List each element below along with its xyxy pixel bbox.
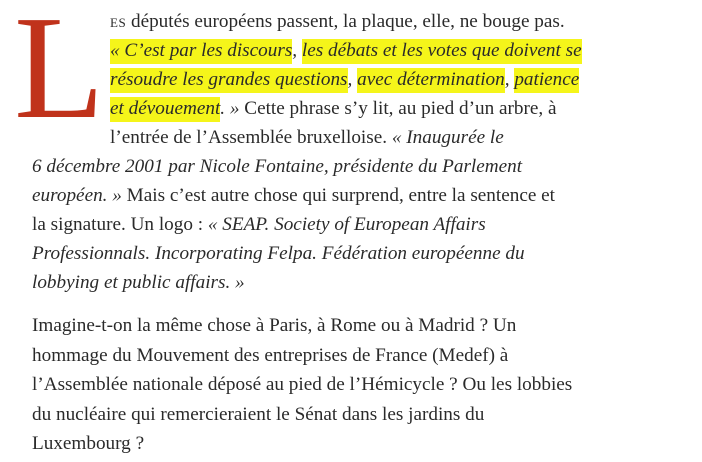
text-line: Imagine-t-on la même chose à Paris, à Rome ou à Madrid ? Un <box>32 315 517 336</box>
text-line: résoudre les grandes questions, avec détermination, patience <box>32 65 698 94</box>
text-line: es députés européens passent, la plaque, elle, ne bouge pas. <box>110 11 565 32</box>
article-body <box>14 0 698 454</box>
highlight: patience <box>514 68 579 93</box>
highlight: les débats et les votes que doivent se <box>302 39 582 64</box>
text-line: européen. » Mais c’est autre chose qui surprend, entre la sentence et <box>32 185 556 206</box>
text-line: la signature. Un logo : « SEAP. Society of European Affairs <box>32 214 486 235</box>
drop-cap-letter <box>14 0 105 150</box>
paragraph-1 <box>14 0 698 297</box>
paragraph-2 <box>32 311 698 459</box>
text-line: du nucléaire qui remercieraient le Sénat dans les jardins du <box>32 403 485 425</box>
text-line: Professionnals. Incorporating Felpa. Fédération européenne du <box>32 243 525 264</box>
text-line: « C’est par les discours, les débats et les votes que doivent se <box>32 36 698 65</box>
svg-text:L: L <box>14 0 105 150</box>
highlight: « C’est par les discours <box>110 39 292 64</box>
highlight: résoudre les grandes questions <box>110 68 348 93</box>
text-line: l’Assemblée nationale déposé au pied de l’Hémicycle ? Ou les lobbies <box>32 374 573 395</box>
text-line: Luxembourg ? <box>32 433 145 454</box>
highlight: et dévouement <box>110 97 220 122</box>
text-line: hommage du Mouvement des entreprises de France (Medef) à <box>32 344 509 366</box>
text-line: lobbying et public affairs. » <box>32 272 245 293</box>
highlight: avec détermination <box>357 68 505 93</box>
text-line: 6 décembre 2001 par Nicole Fontaine, présidente du Parlement <box>32 156 523 177</box>
text-line: et dévouement. » Cette phrase s’y lit, au pied d’un arbre, à <box>32 94 698 123</box>
text-line: l’entrée de l’Assemblée bruxelloise. « Inaugurée le <box>110 127 504 148</box>
